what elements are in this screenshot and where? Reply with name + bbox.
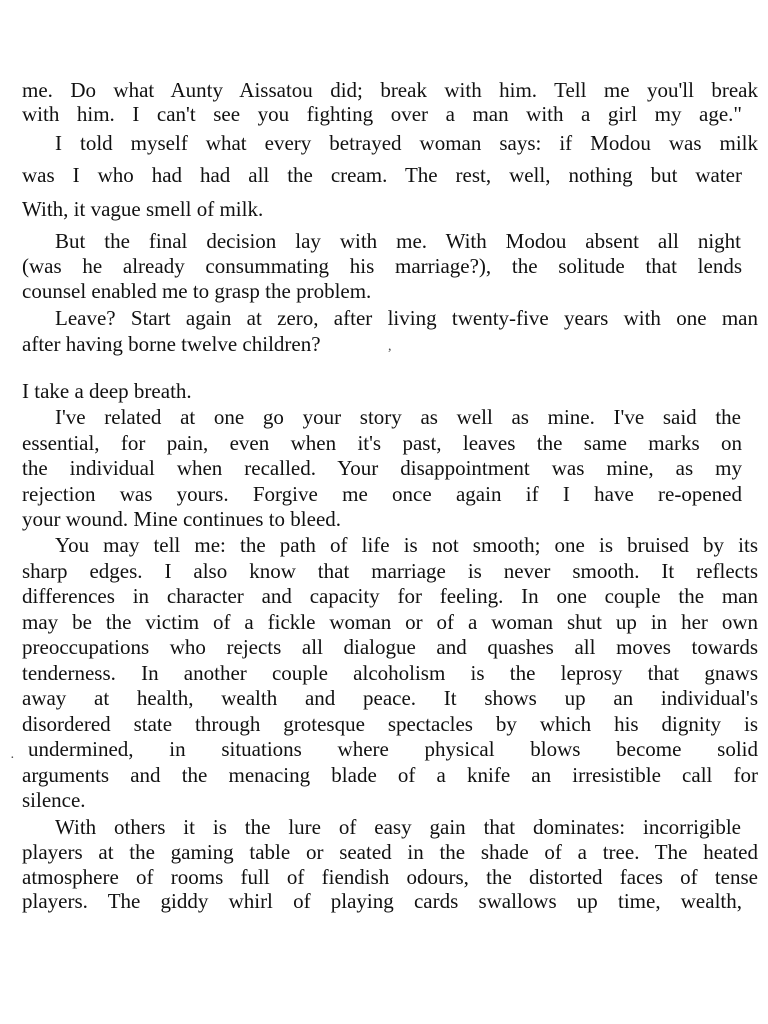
- text-line: me. Do what Aunty Aissatou did; break with him. Tell me you'll break: [22, 78, 758, 102]
- text-line: With, it vague smell of milk.: [22, 197, 264, 221]
- text-line: undermined, in situations where physical blows become solid: [28, 737, 758, 761]
- text-line: differences in character and capacity for feeling. In one couple the man: [22, 584, 758, 608]
- text-line: atmosphere of rooms full of fiendish odours, the distorted faces of tense: [22, 865, 758, 889]
- text-line: may be the victim of a fickle woman or of a woman shut up in her own: [22, 610, 758, 634]
- text-line: With others it is the lure of easy gain that dominates: incorrigible: [55, 815, 741, 839]
- text-line: counsel enabled me to grasp the problem.: [22, 279, 372, 303]
- text-line: You may tell me: the path of life is not smooth; one is bruised by its: [55, 533, 758, 557]
- text-line: after having borne twelve children?: [22, 332, 321, 356]
- text-line: Leave? Start again at zero, after living twenty-five years with one man: [55, 306, 758, 330]
- text-line: essential, for pain, even when it's past, leaves the same marks on: [22, 431, 742, 455]
- text-line: arguments and the menacing blade of a knife an irresistible call for: [22, 763, 758, 787]
- text-line: sharp edges. I also know that marriage is never smooth. It reflects: [22, 559, 758, 583]
- text-line: I told myself what every betrayed woman says: if Modou was milk: [55, 131, 758, 155]
- stray-mark: ·: [10, 751, 15, 766]
- text-line: tenderness. In another couple alcoholism is the leprosy that gnaws: [22, 661, 758, 685]
- text-line: players at the gaming table or seated in the shade of a tree. The heated: [22, 840, 758, 864]
- text-line: with him. I can't see you fighting over a man with a girl my age.": [22, 102, 742, 126]
- text-line: players. The giddy whirl of playing cards swallows up time, wealth,: [22, 889, 742, 913]
- text-line: I've related at one go your story as well as mine. I've said the: [55, 405, 741, 429]
- text-line: your wound. Mine continues to bleed.: [22, 507, 342, 531]
- text-line: silence.: [22, 788, 86, 812]
- text-line: But the final decision lay with me. With Modou absent all night: [55, 229, 741, 253]
- text-line: preoccupations who rejects all dialogue and quashes all moves towards: [22, 635, 758, 659]
- text-line: I take a deep breath.: [22, 379, 192, 403]
- text-line: (was he already consummating his marriage?), the solitude that lends: [22, 254, 742, 278]
- stray-mark: ,: [388, 339, 392, 354]
- text-line: the individual when recalled. Your disappointment was mine, as my: [22, 456, 742, 480]
- text-line: disordered state through grotesque spectacles by which his dignity is: [22, 712, 758, 736]
- text-line: rejection was yours. Forgive me once again if I have re-opened: [22, 482, 742, 506]
- text-line: away at health, wealth and peace. It shows up an individual's: [22, 686, 758, 710]
- text-line: was I who had had all the cream. The rest, well, nothing but water: [22, 163, 742, 187]
